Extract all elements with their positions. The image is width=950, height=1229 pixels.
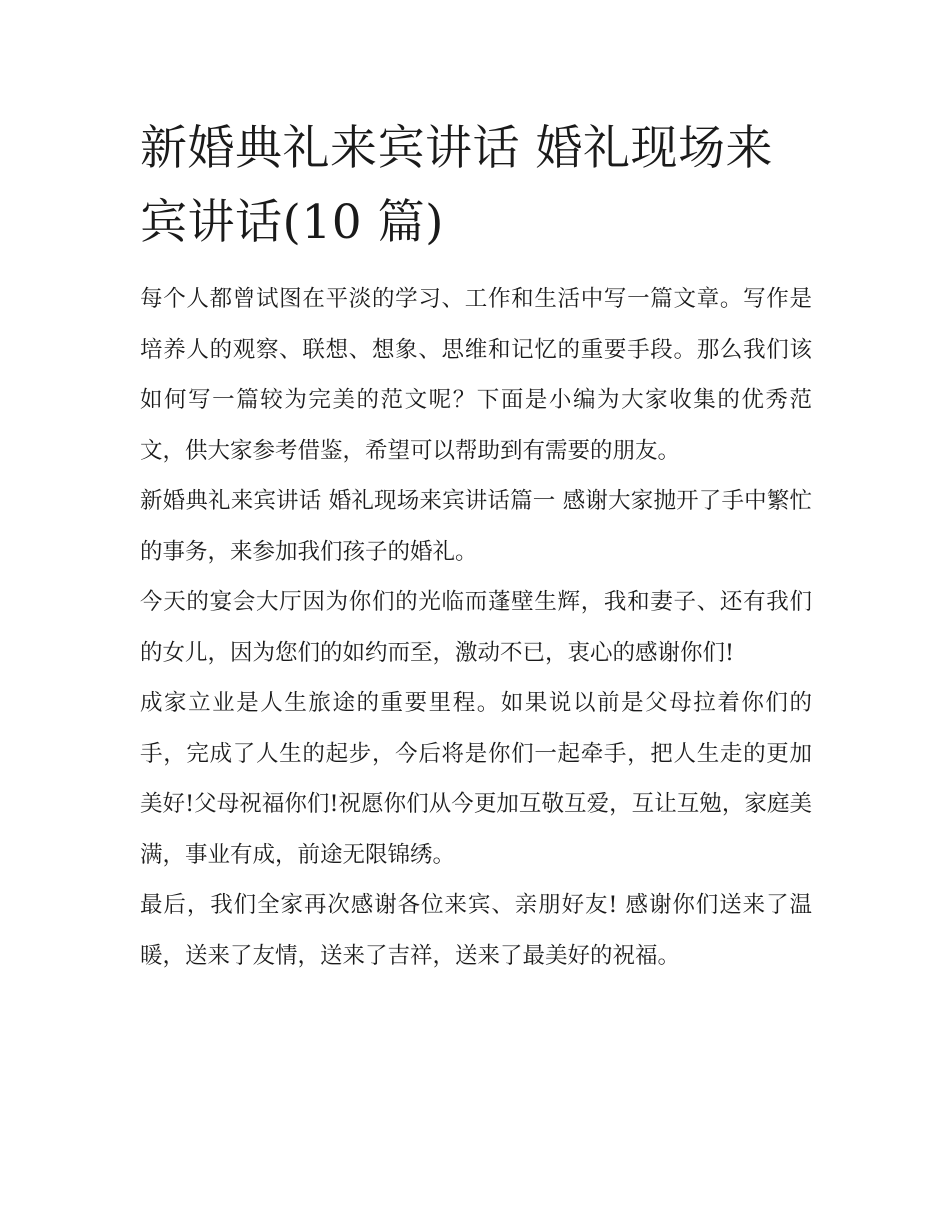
paragraph-speech-opening: 新婚典礼来宾讲话 婚礼现场来宾讲话篇一 感谢大家抛开了手中繁忙的事务，来参加我们孩子的婚礼。 xyxy=(140,488,812,565)
document-title: 新婚典礼来宾讲话 婚礼现场来宾讲话(10 篇) xyxy=(140,121,773,250)
paragraph-blessing: 成家立业是人生旅途的重要里程。如果说以前是父母拉着你们的手，完成了人生的起步，今后将是你们一起牵手，把人生走的更加美好!父母祝福你们!祝愿你们从今更加互敬互爱，互让互勉，家庭美满，事业有成，前途无限锦绣。 xyxy=(140,690,812,868)
document-body xyxy=(140,112,812,981)
paragraph-intro: 每个人都曾试图在平淡的学习、工作和生活中写一篇文章。写作是培养人的观察、联想、想象、思维和记忆的重要手段。那么我们该如何写一篇较为完美的范文呢？下面是小编为大家收集的优秀范文，供大家参考借鉴，希望可以帮助到有需要的朋友。 xyxy=(140,286,812,464)
paragraph-closing: 最后，我们全家再次感谢各位来宾、亲朋好友! 感谢你们送来了温暖，送来了友情，送来了吉祥，送来了最美好的祝福。 xyxy=(140,892,812,969)
paragraph-thanks-guests: 今天的宴会大厅因为你们的光临而蓬壁生辉，我和妻子、还有我们的女儿，因为您们的如约而至，激动不已，衷心的感谢你们! xyxy=(140,589,812,666)
